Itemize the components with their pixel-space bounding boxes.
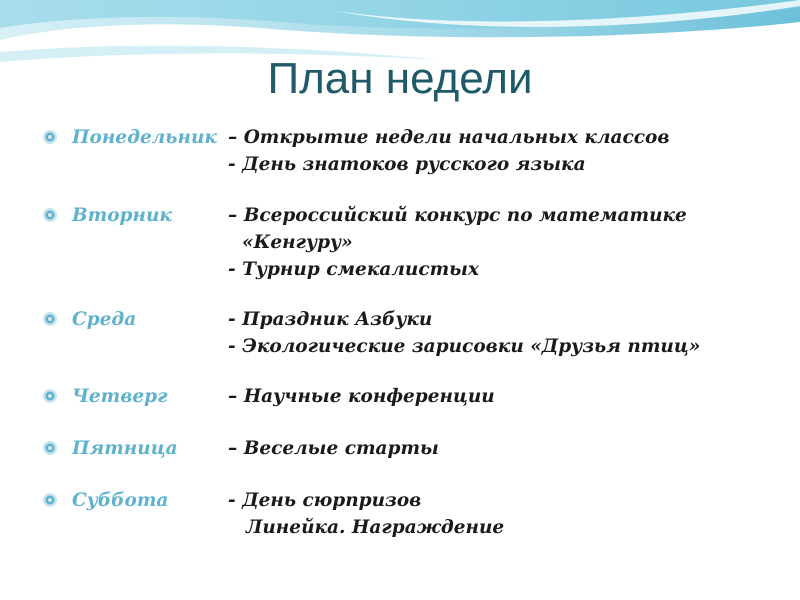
friday-line-1: – Веселые старты	[228, 438, 439, 459]
day-friday: Пятница	[72, 438, 178, 459]
tuesday-line-2: «Кенгуру»	[242, 232, 353, 253]
wednesday-line-1: - Праздник Азбуки	[228, 309, 433, 330]
saturday-line-2: Линейка. Награждение	[246, 517, 505, 538]
day-wednesday: Среда	[72, 309, 137, 330]
monday-line-1: – Открытие недели начальных классов	[228, 127, 670, 148]
tuesday-line-3: - Турнир смекалистых	[228, 259, 480, 280]
day-tuesday: Вторник	[72, 205, 172, 226]
monday-line-2: - День знатоков русского языка	[228, 154, 586, 175]
day-monday: Понедельник	[72, 127, 217, 148]
sun-bullet-icon	[42, 440, 58, 456]
sun-bullet-icon	[42, 129, 58, 145]
sun-bullet-icon	[42, 388, 58, 404]
sun-bullet-icon	[42, 207, 58, 223]
day-thursday: Четверг	[72, 386, 168, 407]
sun-bullet-icon	[42, 311, 58, 327]
tuesday-line-1: – Всероссийский конкурс по математике	[228, 205, 687, 226]
saturday-line-1: - День сюрпризов	[228, 490, 422, 511]
page-title: План недели	[267, 54, 533, 103]
day-saturday: Суббота	[72, 490, 169, 511]
wednesday-line-2: - Экологические зарисовки «Друзья птиц»	[228, 336, 701, 357]
sun-bullet-icon	[42, 492, 58, 508]
thursday-line-1: – Научные конференции	[228, 386, 495, 407]
